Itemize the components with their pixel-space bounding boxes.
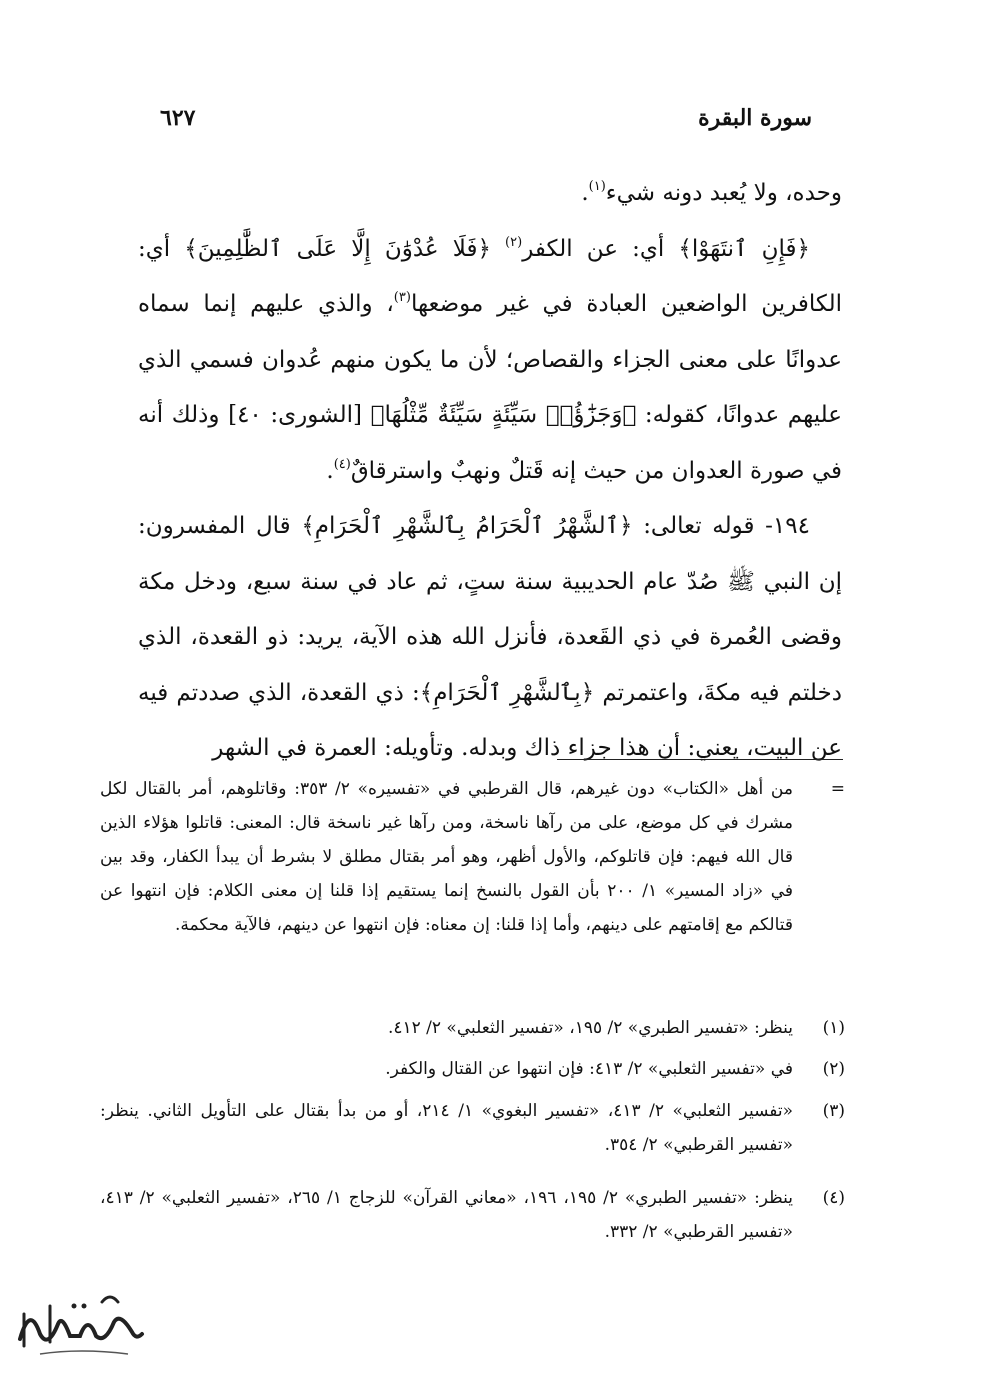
page-number: ٦٢٧ — [160, 105, 196, 131]
continuation-mark: = — [830, 779, 845, 799]
footnote-divider — [557, 759, 843, 760]
paragraph-2: ﴿فَإِنِ ٱنتَهَوْا﴾ أي: عن الكفر$^{(٢)}$ ﴿فَلَا عُدْوَٰنَ إِلَّا عَلَى ٱلظَّٰلِمِينَ﴾ أي: الكافرين الواضعين العبادة في غير موضعها$^{(٣)}$، والذي عليهم إنما سماه عدوانًا على معنى الجزاء والقصاص؛ لأن ما يكون منهم عُدوان فسمي الذي عليهم عدوانًا، كقوله: ﴿وَجَزَٰٓؤُا۟ سَيِّئَةٍ سَيِّئَةٌ مِّثْلُهَا﴾ [الشورى: ٤٠] وذلك أنه في صورة العدوان من حيث إنه قَتلٌ ونهبٌ واسترقاقٌ$^{(٤)}$. — [138, 234, 842, 484]
footnote-number: (٢) — [822, 1059, 845, 1079]
footnote-ref: (٣) — [393, 290, 411, 305]
watermark-logo — [10, 1284, 150, 1364]
quran-verse: ﴿وَجَزَٰٓؤُا۟ سَيِّئَةٍ سَيِّئَةٌ مِّثْلُهَا﴾ — [370, 402, 637, 428]
footnote-3 — [100, 1094, 845, 1162]
footnote-1 — [100, 1011, 845, 1045]
surah-title: سورة البقرة — [698, 105, 812, 131]
footnote-ref: (١) — [588, 179, 606, 194]
footnote-text: من أهل «الكتاب» دون غيرهم، قال القرطبي في «تفسيره» ٢/ ٣٥٣: وقاتلوهم، أمر بالقتال لكل مشرك في كل موضع، على من رآها ناسخة، ومن رآها غير ناسخة قال: المعنى: قاتلوا هؤلاء الذين قال الله فيهم: فإن قاتلوكم، والأول أظهر، وهو أمر بقتال مطلق لا بشرط أن يبدأ الكفار، وقد بين في «زاد المسير» ١/ ٢٠٠ بأن القول بالنسخ إنما يستقيم إذا قلنا إن معنى الكلام: فإن انتهوا عن قتالكم مع إقامتهم على دينهم، وأما إذا قلنا: إن معناه: فإن انتهوا عن دينهم، فالآية محكمة. — [100, 779, 793, 935]
footnote-4 — [100, 1181, 845, 1249]
footnote-number: (٤) — [822, 1188, 845, 1208]
quran-verse: ﴿ٱلشَّهْرُ ٱلْحَرَامُ بِٱلشَّهْرِ ٱلْحَرَامِ﴾ — [301, 513, 633, 539]
footnote-text: في «تفسير الثعلبي» ٢/ ٤١٣: فإن انتهوا عن القتال والكفر. — [385, 1059, 793, 1079]
footnote-text: ينظر: «تفسير الطبري» ٢/ ١٩٥، «تفسير الثعلبي» ٢/ ٤١٢. — [387, 1018, 793, 1038]
page-header — [160, 98, 812, 138]
footnote-2 — [100, 1052, 845, 1086]
footnote-text: ينظر: «تفسير الطبري» ٢/ ١٩٥، ١٩٦، «معاني القرآن» للزجاج ١/ ٢٦٥، «تفسير الثعلبي» ٢/ ٤١٣، «تفسير القرطبي» ٢/ ٣٣٢. — [100, 1188, 793, 1242]
footnote-continuation — [100, 772, 845, 942]
main-text — [138, 166, 842, 777]
quran-verse: ﴿فَإِنِ ٱنتَهَوْا﴾ — [678, 235, 810, 262]
paragraph-1: وحده، ولا يُعبد دونه شيء$^{(١)}$. — [581, 179, 842, 206]
footnote-text: «تفسير الثعلبي» ٢/ ٤١٣، «تفسير البغوي» ١/ ٢١٤، أو من بدأ بقتال على التأويل الثاني. ينظر: «تفسير القرطبي» ٢/ ٣٥٤. — [100, 1101, 793, 1155]
footnote-number: (٣) — [822, 1101, 845, 1121]
footnote-number: (١) — [822, 1018, 845, 1038]
footnote-ref: (٢) — [505, 234, 523, 250]
paragraph-3: ١٩٤- قوله تعالى: ﴿ٱلشَّهْرُ ٱلْحَرَامُ بِٱلشَّهْرِ ٱلْحَرَامِ﴾ قال المفسرون: إن النبي ﷺ صُدّ عام الحديبية سنة ستٍ، ثم عاد في سنة سبع، ودخل مكة وقضى العُمرة في ذي القَعدة، فأنزل الله هذه الآية، يريد: ذو القعدة، الذي دخلتم فيه مكةَ، واعتمرتم ﴿بِٱلشَّهْرِ ٱلْحَرَامِ﴾: ذي القعدة، الذي صددتم فيه عن البيت، يعني: أن هذا جزاء ذاك وبدله. وتأويله: العمرة في الشهر — [138, 513, 842, 761]
quran-verse: ﴿فَلَا عُدْوَٰنَ إِلَّا عَلَى ٱلظَّٰلِمِينَ﴾ — [184, 235, 506, 262]
quran-verse: ﴿بِٱلشَّهْرِ ٱلْحَرَامِ﴾ — [419, 679, 595, 706]
footnote-ref: (٤) — [333, 456, 351, 472]
